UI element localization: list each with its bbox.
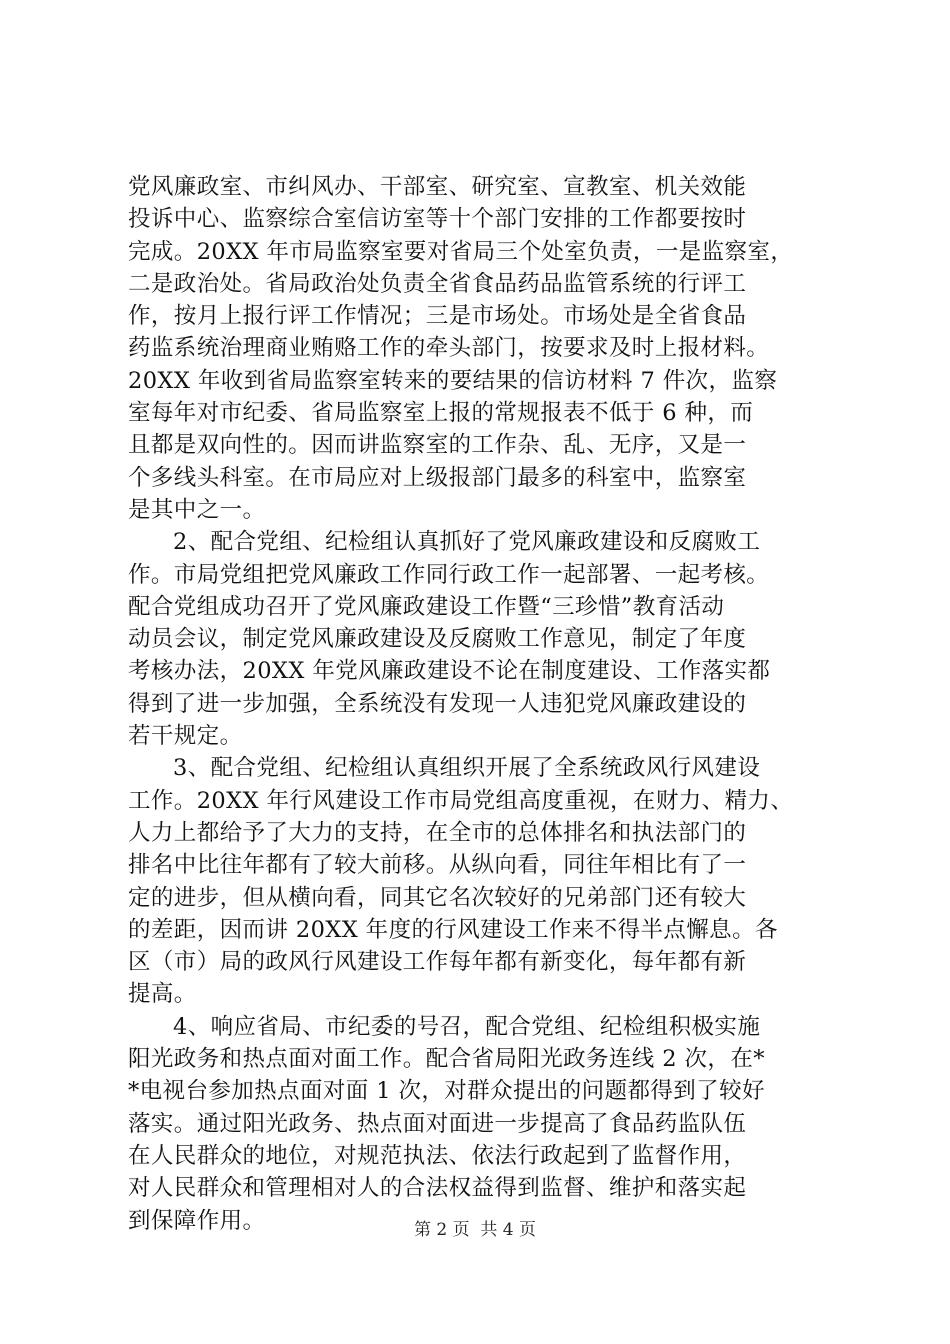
text-line: 对人民群众和管理相对人的合法权益得到监督、维护和落实起 <box>128 1175 747 1202</box>
paragraph-start-line: 3、配合党组、纪检组认真组织开展了全系统政风行风建设 <box>173 755 761 782</box>
text-line: 药监系统治理商业贿赂工作的牵头部门，按要求及时上报材料。 <box>128 335 770 362</box>
text-line: 考核办法，20XX 年党风廉政建设不论在制度建设、工作落实都 <box>128 658 771 685</box>
text-line: 且都是双向性的。因而讲监察室的工作杂、乱、无序，又是一 <box>128 432 747 459</box>
text-line: 个多线头科室。在市局应对上级报部门最多的科室中，监察室 <box>128 464 747 491</box>
text-line: 配合党组成功召开了党风廉政建设工作暨“三珍惜”教育活动 <box>128 593 725 620</box>
text-line: 阳光政务和热点面对面工作。配合省局阳光政务连线 2 次，在* <box>128 1046 765 1073</box>
text-line: *电视台参加热点面对面 1 次，对群众提出的问题都得到了较好 <box>128 1078 765 1105</box>
text-line: 落实。通过阳光政务、热点面对面进一步提高了食品药监队伍 <box>128 1110 747 1137</box>
text-line: 区（市）局的政风行风建设工作每年都有新变化，每年都有新 <box>128 949 747 976</box>
text-line: 工作。20XX 年行风建设工作市局党组高度重视，在财力、精力、 <box>128 787 794 814</box>
page-footer <box>0 1215 950 1240</box>
text-line: 动员会议，制定党风廉政建设及反腐败工作意见，制定了年度 <box>128 626 747 653</box>
text-line: 的差距，因而讲 20XX 年度的行风建设工作来不得半点懈息。各 <box>128 916 778 943</box>
text-line: 室每年对市纪委、省局监察室上报的常规报表不低于 6 种，而 <box>128 400 754 427</box>
text-line: 是其中之一。 <box>128 496 266 523</box>
page-number-label: 第 2 页 共 4 页 <box>413 1220 537 1240</box>
paragraph-start-line: 2、配合党组、纪检组认真抓好了党风廉政建设和反腐败工 <box>173 529 761 556</box>
text-line: 作，按月上报行评工作情况；三是市场处。市场处是全省食品 <box>128 303 747 330</box>
text-line: 若干规定。 <box>128 723 243 750</box>
text-line: 人力上都给予了大力的支持，在全市的总体排名和执法部门的 <box>128 819 747 846</box>
text-line: 投诉中心、监察综合室信访室等十个部门安排的工作都要按时 <box>128 206 747 233</box>
text-line: 得到了进一步加强，全系统没有发现一人违犯党风廉政建设的 <box>128 690 747 717</box>
text-line: 完成。20XX 年市局监察室要对省局三个处室负责，一是监察室， <box>128 238 794 265</box>
text-line: 到保障作用。 <box>128 1207 266 1234</box>
text-line: 二是政治处。省局政治处负责全省食品药品监管系统的行评工 <box>128 270 747 297</box>
text-line: 提高。 <box>128 981 197 1008</box>
body-text <box>128 171 828 1237</box>
text-line: 党风廉政室、市纠风办、干部室、研究室、宣教室、机关效能 <box>128 174 747 200</box>
text-line: 定的进步，但从横向看，同其它名次较好的兄弟部门还有较大 <box>128 884 747 911</box>
text-line: 作。市局党组把党风廉政工作同行政工作一起部署、一起考核。 <box>128 561 770 588</box>
paragraph-start-line: 4、响应省局、市纪委的号召，配合党组、纪检组积极实施 <box>173 1013 761 1040</box>
text-line: 20XX 年收到省局监察室转来的要结果的信访材料 7 件次，监察 <box>128 367 778 394</box>
text-line: 排名中比往年都有了较大前移。从纵向看，同往年相比有了一 <box>128 852 747 879</box>
text-line: 在人民群众的地位，对规范执法、依法行政起到了监督作用， <box>128 1142 747 1169</box>
